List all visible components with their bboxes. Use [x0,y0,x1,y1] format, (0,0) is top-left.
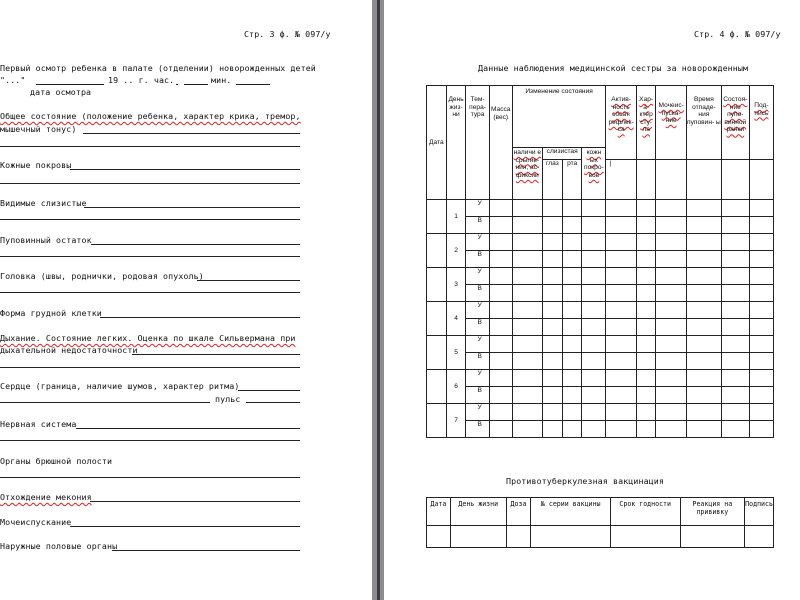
obs-cell[interactable] [582,268,606,285]
col-eyes: глаз [542,160,562,200]
obs-cell[interactable] [489,319,512,336]
obs-cell[interactable] [542,251,562,268]
obs-cell[interactable] [606,302,637,319]
exam-min-line[interactable] [236,84,270,85]
obs-cell[interactable] [606,200,637,217]
obs-date-cell[interactable] [427,234,447,268]
chest-line[interactable] [100,317,300,318]
exam-date-quote: "..." [0,75,26,85]
obs-cell[interactable] [542,217,562,234]
obs-cell[interactable] [686,251,721,268]
urination-label: Мочеиспускание [0,517,72,527]
obs-cell[interactable] [656,285,687,302]
text-cursor[interactable]: | [606,160,637,200]
obs-cell[interactable] [686,302,721,319]
obs-cell[interactable] [749,353,773,370]
exam-date-caption: дата осмотра [30,87,92,97]
nervous-line-2[interactable] [0,440,300,441]
obs-cell[interactable] [562,217,582,234]
col-belch: наличи е срыгив- ния, ас- фиксии [512,148,542,200]
obs-cell[interactable] [542,421,562,438]
col-activity: Актив- ность сосат. рефлек- са [606,86,637,160]
obs-cell[interactable] [656,387,687,404]
obs-cell[interactable] [636,200,655,217]
observation-title: Данные наблюдения медицинской сестры за новорожденным [478,63,749,73]
obs-evening-label: В [466,421,489,438]
obs-cell[interactable] [512,234,542,251]
obs-cell[interactable] [542,353,562,370]
vac-col-header: № серии вакцины [531,498,610,526]
obs-cell[interactable] [512,353,542,370]
head-line[interactable] [197,280,300,281]
obs-morning-label: У [466,336,489,353]
obs-cell[interactable] [656,217,687,234]
obs-cell[interactable] [562,353,582,370]
obs-cell[interactable] [749,370,773,387]
obs-cell[interactable] [606,404,637,421]
vac-cell[interactable] [610,526,680,548]
obs-cell[interactable] [562,234,582,251]
obs-cell[interactable] [656,370,687,387]
cord-line-2[interactable] [0,256,300,257]
col-mass: Масса (вес) [489,86,512,200]
breathing-line-2[interactable] [0,367,300,368]
obs-date-cell[interactable] [427,370,447,404]
obs-cell[interactable] [749,268,773,285]
obs-morning-label: У [466,200,489,217]
skin-label: Кожные покровы [0,160,72,170]
obs-cell[interactable] [686,217,721,234]
obs-cell[interactable] [749,234,773,251]
obs-cell[interactable] [512,370,542,387]
vac-col-header: Дата [427,498,451,526]
obs-cell[interactable] [686,336,721,353]
col-urination: Мочеис- пуска- ние [656,86,687,160]
obs-cell[interactable] [489,268,512,285]
obs-cell[interactable] [562,319,582,336]
obs-cell[interactable] [749,421,773,438]
obs-cell[interactable] [542,336,562,353]
vac-col-header: Доза [506,498,531,526]
exam-min-label: мин. [211,75,232,85]
breathing-label: Дыхание. Состояние легких. Оценка по шкале Сильвермана при [0,333,296,343]
obs-cell[interactable] [582,387,606,404]
obs-cell[interactable] [582,370,606,387]
cell[interactable] [686,160,721,200]
meconium-label: Отхождение мекония [0,492,92,502]
obs-row [427,268,774,285]
obs-cell[interactable] [606,370,637,387]
obs-cell[interactable] [512,285,542,302]
obs-cell[interactable] [721,268,749,285]
obs-cell[interactable] [636,234,655,251]
obs-cell[interactable] [656,234,687,251]
obs-cell[interactable] [582,404,606,421]
vac-cell[interactable] [680,526,745,548]
obs-cell[interactable] [582,285,606,302]
obs-cell[interactable] [749,319,773,336]
obs-cell[interactable] [512,268,542,285]
obs-cell[interactable] [686,319,721,336]
obs-cell[interactable] [489,251,512,268]
general-state-line-2[interactable] [0,146,300,147]
obs-cell[interactable] [542,387,562,404]
left-page [0,0,372,600]
obs-evening-label: В [466,251,489,268]
obs-cell[interactable] [721,285,749,302]
obs-row [427,370,774,387]
obs-cell[interactable] [749,336,773,353]
obs-row [427,336,774,353]
obs-cell[interactable] [512,302,542,319]
obs-cell[interactable] [686,234,721,251]
vac-col-header: Срок годности [610,498,680,526]
heart-line[interactable] [238,390,300,391]
obs-cell[interactable] [656,353,687,370]
obs-cell[interactable] [582,251,606,268]
obs-morning-label: У [466,268,489,285]
obs-cell[interactable] [606,285,637,302]
obs-cell[interactable] [489,302,512,319]
obs-evening-label: В [466,387,489,404]
obs-cell[interactable] [636,421,655,438]
col-cord-state: Состоя- ние пупо- винной ранки [721,86,749,160]
meconium-line[interactable] [90,501,300,502]
obs-day-number: 7 [446,404,466,438]
vaccination-title: Противотуберкулезная вакцинация [506,476,664,486]
pulse-line[interactable] [246,402,300,403]
cell[interactable] [749,160,773,200]
col-date: Дата [427,86,447,200]
obs-cell[interactable] [636,387,655,404]
obs-cell[interactable] [542,302,562,319]
obs-cell[interactable] [636,336,655,353]
skin-line[interactable] [70,169,300,170]
obs-cell[interactable] [489,200,512,217]
obs-cell[interactable] [582,319,606,336]
cell[interactable] [636,160,655,200]
obs-cell[interactable] [582,200,606,217]
obs-cell[interactable] [686,387,721,404]
obs-row [427,217,774,234]
vac-col-header: Подпись [745,498,774,526]
obs-cell[interactable] [542,319,562,336]
vac-col-header: День жизни [450,498,506,526]
obs-cell[interactable] [686,421,721,438]
obs-row [427,421,774,438]
obs-morning-label: У [466,234,489,251]
obs-cell[interactable] [636,268,655,285]
obs-cell[interactable] [749,404,773,421]
obs-cell[interactable] [749,387,773,404]
obs-cell[interactable] [656,200,687,217]
obs-cell[interactable] [749,217,773,234]
obs-cell[interactable] [489,404,512,421]
obs-cell[interactable] [582,217,606,234]
obs-cell[interactable] [636,319,655,336]
obs-cell[interactable] [606,234,637,251]
col-temp: Тем- пера- тура [466,86,489,200]
obs-cell[interactable] [562,285,582,302]
obs-cell[interactable] [721,370,749,387]
obs-cell[interactable] [512,319,542,336]
obs-cell[interactable] [512,217,542,234]
chest-label: Форма грудной клетки [0,308,102,318]
obs-cell[interactable] [721,421,749,438]
obs-cell[interactable] [636,251,655,268]
breathing-label-2: дыхательной недостаточности [0,345,138,355]
obs-cell[interactable] [606,268,637,285]
muscle-tone-label: мышечный тонус) [0,124,77,134]
exam-year-hour: 19 .. г. час. [108,75,175,85]
obs-cell[interactable] [489,421,512,438]
obs-cell[interactable] [606,251,637,268]
obs-cell[interactable] [512,251,542,268]
obs-cell[interactable] [562,421,582,438]
obs-cell[interactable] [749,285,773,302]
observation-table [426,85,774,438]
obs-day-number: 5 [446,336,466,370]
obs-cell[interactable] [562,251,582,268]
obs-cell[interactable] [721,319,749,336]
obs-cell[interactable] [489,217,512,234]
obs-evening-label: В [466,217,489,234]
obs-date-cell[interactable] [427,268,447,302]
obs-row [427,353,774,370]
obs-cell[interactable] [562,387,582,404]
nervous-line[interactable] [76,428,300,429]
obs-cell[interactable] [636,353,655,370]
col-skin: кожн ых покро- вов [582,148,606,200]
obs-cell[interactable] [606,387,637,404]
cord-line[interactable] [91,244,300,245]
obs-cell[interactable] [582,353,606,370]
obs-cell[interactable] [721,353,749,370]
obs-cell[interactable] [582,302,606,319]
obs-cell[interactable] [562,404,582,421]
obs-cell[interactable] [542,268,562,285]
obs-cell[interactable] [636,404,655,421]
exam-hour-line[interactable] [184,84,208,85]
obs-row [427,302,774,319]
obs-cell[interactable] [656,302,687,319]
cell[interactable] [656,160,687,200]
obs-row [427,404,774,421]
obs-cell[interactable] [656,268,687,285]
cell[interactable] [721,160,749,200]
obs-cell[interactable] [562,268,582,285]
col-cord-time: Время отпаде- ния пуповин- ы [686,86,721,160]
obs-cell[interactable] [686,404,721,421]
obs-cell[interactable] [489,387,512,404]
obs-cell[interactable] [721,387,749,404]
col-signature: Под- пись [749,86,773,160]
heart-label: Сердце (граница, наличие шумов, характер ритма) [0,381,240,391]
obs-cell[interactable] [606,421,637,438]
obs-cell[interactable] [489,370,512,387]
obs-date-cell[interactable] [427,200,447,234]
obs-cell[interactable] [562,302,582,319]
vac-cell[interactable] [745,526,774,548]
obs-morning-label: У [466,370,489,387]
obs-day-number: 2 [446,234,466,268]
col-stool: Хар- а- ктер сту- ла [636,86,655,160]
general-state-line[interactable] [83,133,300,134]
obs-cell[interactable] [582,234,606,251]
abdomen-label: Органы брюшной полости [0,456,113,466]
obs-cell[interactable] [721,217,749,234]
vac-cell[interactable] [531,526,610,548]
obs-cell[interactable] [562,370,582,387]
obs-cell[interactable] [606,336,637,353]
obs-cell[interactable] [542,285,562,302]
obs-cell[interactable] [686,268,721,285]
obs-cell[interactable] [656,251,687,268]
obs-cell[interactable] [489,234,512,251]
obs-cell[interactable] [636,302,655,319]
obs-cell[interactable] [721,404,749,421]
obs-cell[interactable] [489,285,512,302]
genitals-label: Наружные половые органы [0,541,118,551]
right-page-header: Стр. 4 ф. № 097/у [694,29,781,39]
obs-row [427,234,774,251]
col-change: Изменение состояния [512,86,606,148]
obs-cell[interactable] [686,200,721,217]
genitals-line[interactable] [112,550,300,551]
mucosa-line[interactable] [84,207,300,208]
page-gutter [377,0,380,600]
mucosa-line-2[interactable] [0,219,300,220]
obs-cell[interactable] [721,234,749,251]
head-label: Головка (швы, роднички, родовая опухоль) [0,271,204,281]
obs-cell[interactable] [636,217,655,234]
obs-cell[interactable] [542,200,562,217]
obs-row [427,251,774,268]
obs-cell[interactable] [489,353,512,370]
obs-cell[interactable] [721,251,749,268]
obs-cell[interactable] [606,353,637,370]
vac-cell[interactable] [506,526,531,548]
obs-date-cell[interactable] [427,302,447,336]
obs-cell[interactable] [636,370,655,387]
obs-day-number: 1 [446,200,466,234]
obs-morning-label: У [466,302,489,319]
mucosa-label: Видимые слизистые [0,198,87,208]
obs-cell[interactable] [512,387,542,404]
pulse-label: пульс [215,394,241,404]
obs-day-number: 3 [446,268,466,302]
obs-cell[interactable] [542,370,562,387]
obs-cell[interactable] [656,336,687,353]
obs-evening-label: В [466,353,489,370]
obs-cell[interactable] [686,285,721,302]
obs-row [427,319,774,336]
vac-cell[interactable] [450,526,506,548]
obs-date-cell[interactable] [427,404,447,438]
obs-cell[interactable] [512,421,542,438]
obs-cell[interactable] [542,404,562,421]
vac-cell[interactable] [427,526,451,548]
obs-cell[interactable] [542,234,562,251]
head-line-2[interactable] [0,292,300,293]
obs-cell[interactable] [749,200,773,217]
vaccination-table [426,497,774,548]
obs-cell[interactable] [489,336,512,353]
obs-cell[interactable] [606,217,637,234]
general-state-label: Общее состояние (положение ребенка, характер крика, тремор, [0,111,301,121]
obs-row [427,387,774,404]
obs-cell[interactable] [721,336,749,353]
obs-morning-label: У [466,404,489,421]
col-day: День жиз- ни [446,86,466,200]
obs-cell[interactable] [606,319,637,336]
obs-row [427,200,774,217]
obs-row [427,285,774,302]
obs-cell[interactable] [721,200,749,217]
exam-day-line[interactable] [36,84,104,85]
obs-date-cell[interactable] [427,336,447,370]
skin-line-2[interactable] [0,183,300,184]
obs-day-number: 6 [446,370,466,404]
nervous-label: Нервная система [0,419,77,429]
col-mucosa: слизистая [542,148,582,160]
obs-day-number: 4 [446,302,466,336]
obs-cell[interactable] [562,200,582,217]
obs-cell[interactable] [512,404,542,421]
obs-cell[interactable] [749,302,773,319]
obs-cell[interactable] [656,404,687,421]
obs-cell[interactable] [512,200,542,217]
cord-label: Пуповинный остаток [0,235,92,245]
col-mouth: рта [562,160,582,200]
obs-evening-label: В [466,319,489,336]
first-exam-heading: Первый осмотр ребенка в палате (отделении) новорожденных детей [0,63,316,73]
obs-cell[interactable] [749,251,773,268]
obs-cell[interactable] [721,302,749,319]
obs-evening-label: В [466,285,489,302]
obs-cell[interactable] [512,336,542,353]
heart-line-2[interactable] [0,402,210,403]
left-page-header: Стр. 3 ф. № 097/у [244,29,331,39]
right-page [384,0,800,600]
obs-cell[interactable] [656,319,687,336]
obs-cell[interactable] [562,336,582,353]
obs-cell[interactable] [636,285,655,302]
urination-line[interactable] [70,526,300,527]
obs-cell[interactable] [686,370,721,387]
vac-col-header: Реакция на прививку [680,498,745,526]
breathing-line[interactable] [132,354,300,355]
obs-cell[interactable] [582,421,606,438]
obs-cell[interactable] [656,421,687,438]
abdomen-line[interactable] [0,477,300,478]
obs-cell[interactable] [686,353,721,370]
obs-cell[interactable] [582,336,606,353]
